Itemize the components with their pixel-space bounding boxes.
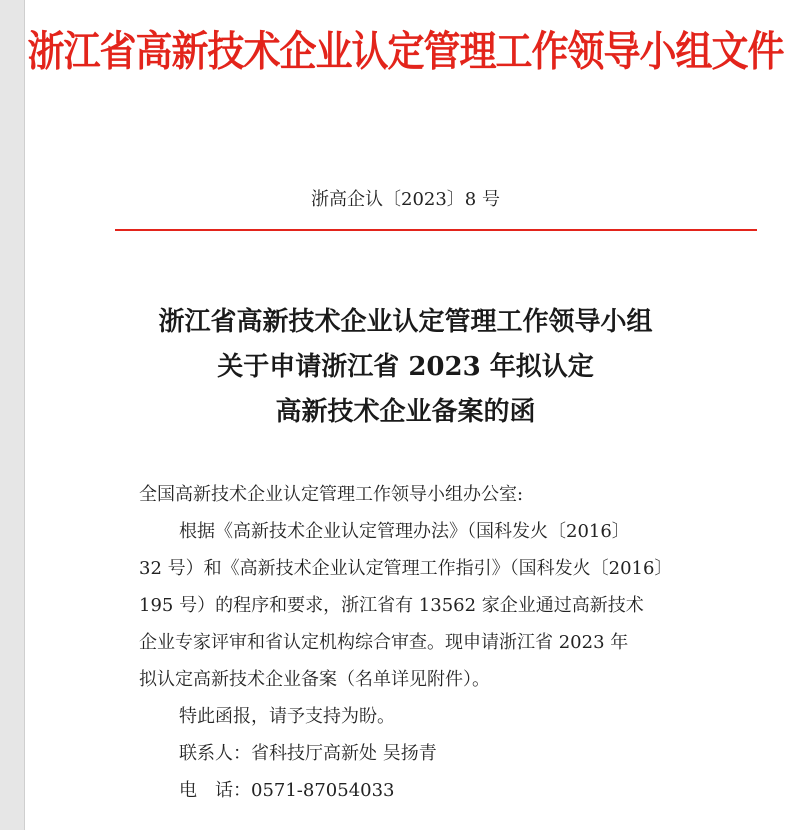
contact-phone: 电 话：0571-87054033 [179,780,395,801]
page-gutter [0,0,25,830]
document-page [25,0,786,830]
closing-line: 特此函报，请予支持为盼。 [179,706,395,727]
title-line-3: 高新技术企业备案的函 [275,397,536,427]
document-body [139,476,739,809]
paragraph-line: 企业专家评审和省认定机构综合审查。现申请浙江省 2023 年 [139,632,629,653]
red-divider-line [115,229,757,231]
title-line-2: 关于申请浙江省 2023 年拟认定 [217,352,594,382]
paragraph-line: 根据《高新技术企业认定管理办法》（国科发火〔2016〕 [179,521,630,542]
document-masthead: 浙江省高新技术企业认定管理工作领导小组文件 [27,26,784,76]
paragraph-line: 拟认定高新技术企业备案（名单详见附件）。 [139,669,490,690]
title-line-1: 浙江省高新技术企业认定管理工作领导小组 [158,307,653,337]
addressee: 全国高新技术企业认定管理工作领导小组办公室: [139,484,524,505]
paragraph-line: 32 号）和《高新技术企业认定管理工作指引》（国科发火〔2016〕 [139,558,673,579]
document-title [25,300,786,435]
document-number: 浙高企认〔2023〕8 号 [311,189,500,210]
contact-person: 联系人：省科技厅高新处 吴扬青 [179,743,437,764]
paragraph-line: 195 号）的程序和要求，浙江省有 13562 家企业通过高新技术 [139,595,644,616]
